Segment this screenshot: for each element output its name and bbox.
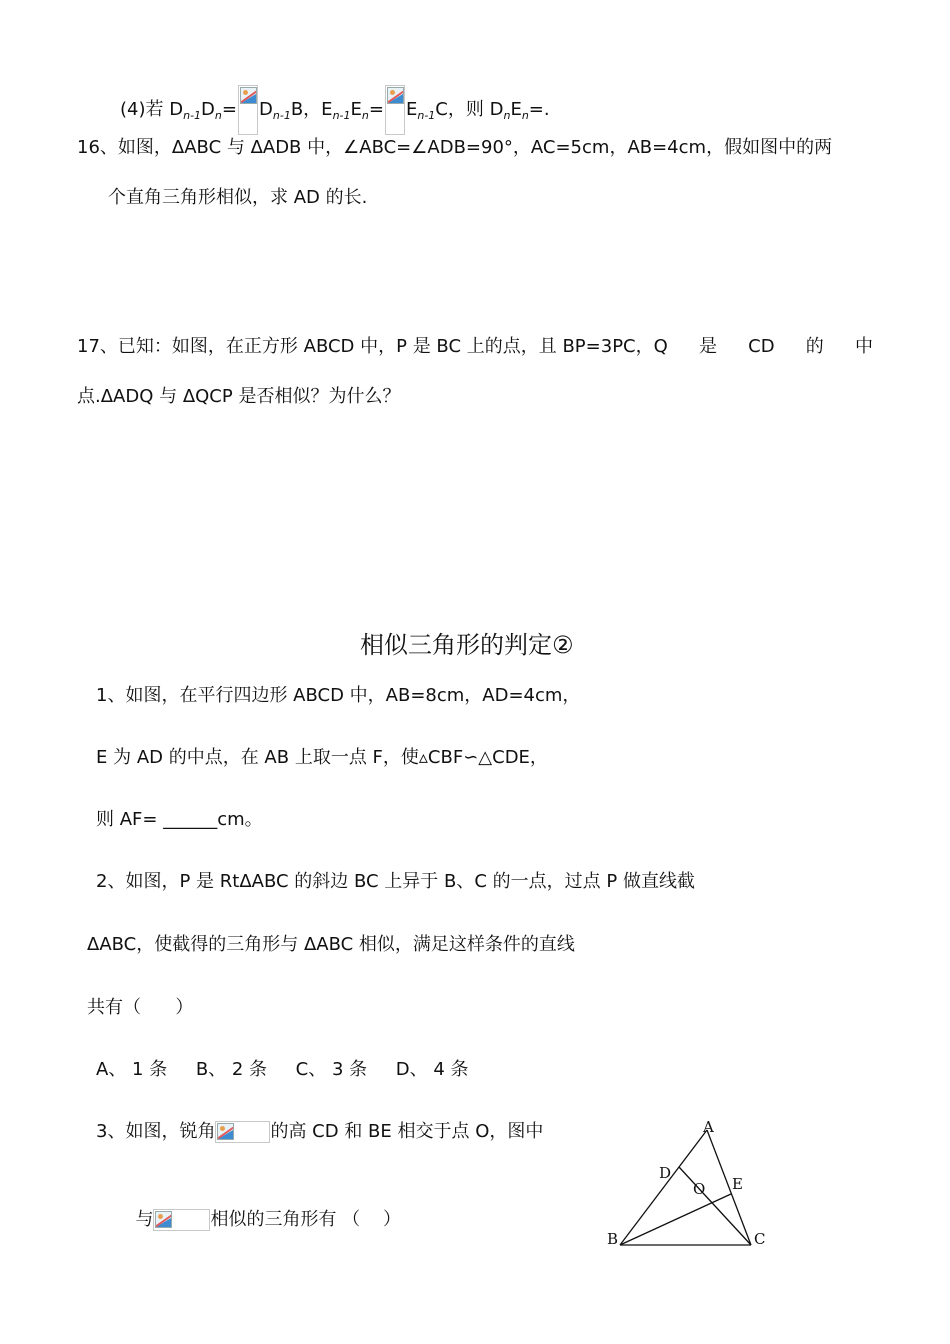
q2-line2: ΔABC，使截得的三角形与 ΔABC 相似，满足这样条件的直线: [87, 934, 575, 955]
q15-text: E: [510, 99, 522, 120]
subscript: n: [503, 109, 511, 122]
subscript: n-1: [183, 109, 202, 122]
q3-line1: [96, 1119, 543, 1145]
q15-text: D: [259, 99, 273, 120]
q2-line3: 共有（ ）: [87, 997, 194, 1018]
section-title: 相似三角形的判定②: [360, 631, 574, 659]
q15-text: =: [221, 99, 237, 120]
q1-line1: 1、如图，在平行四边形 ABCD 中，AB=8cm，AD=4cm，: [96, 685, 581, 706]
q3-text: 与: [135, 1209, 154, 1230]
q15-text: E: [405, 99, 418, 120]
label-o: O: [693, 1180, 706, 1198]
q17-text: 是: [698, 336, 717, 357]
q3-text: 3、如图，锐角: [96, 1121, 216, 1142]
broken-image-icon: [385, 85, 405, 135]
q16-line2: 个直角三角形相似，求 AD 的长.: [108, 187, 368, 208]
triangle-figure: [595, 1115, 785, 1275]
q3-line2: [124, 1181, 401, 1233]
q1-line3: 则 AF= ______cm。: [96, 809, 263, 830]
q2-options: A、 1 条 B、 2 条 C、 3 条 D、 4 条: [96, 1059, 469, 1080]
q3-text: 的高 CD 和 BE 相交于点 O，图中: [270, 1121, 544, 1142]
q15-text: C，则 D: [435, 99, 504, 120]
q15-text: (4)若 D: [120, 99, 184, 120]
q17-line2: 点.ΔADQ 与 ΔQCP 是否相似？为什么？: [77, 386, 401, 407]
q17-text: 17、已知：如图，在正方形 ABCD 中，P 是 BC 上的点，且 BP=3PC，Q: [77, 336, 668, 357]
label-c: C: [754, 1230, 766, 1248]
q17-text: 中: [854, 336, 873, 357]
label-e: E: [732, 1175, 743, 1193]
q3-text: 相似的三角形有 （ ）: [210, 1209, 402, 1230]
q15-text: E: [350, 99, 362, 120]
q17-line1: [77, 334, 873, 360]
q15-text: =.: [528, 99, 550, 120]
subscript: n-1: [332, 109, 351, 122]
altitude-be: [620, 1194, 731, 1245]
label-d: D: [659, 1164, 672, 1182]
q2-line1: 2、如图，P 是 RtΔABC 的斜边 BC 上异于 B、C 的一点，过点 P 做直线截: [96, 871, 695, 892]
q15-part4-line: [120, 85, 550, 135]
subscript: n: [214, 109, 222, 122]
q1-line2: E 为 AD 的中点，在 AB 上取一点 F，使▵CBF∽△CDE，: [96, 747, 548, 768]
subscript: n: [521, 109, 529, 122]
subscript: n: [361, 109, 369, 122]
q16-line1: 16、如图，ΔABC 与 ΔADB 中，∠ABC=∠ADB=90°，AC=5cm，AB=4cm，假如图中的两: [77, 137, 833, 158]
q17-text: CD: [748, 336, 775, 357]
broken-image-icon: [153, 1209, 210, 1231]
label-b: B: [607, 1230, 619, 1248]
subscript: n-1: [417, 109, 436, 122]
label-a: A: [703, 1118, 714, 1136]
q17-text: 的: [805, 336, 824, 357]
q15-text: D: [201, 99, 215, 120]
subscript: n-1: [272, 109, 291, 122]
broken-image-icon: [215, 1121, 270, 1143]
q15-text: B，E: [290, 99, 333, 120]
q15-text: =: [368, 99, 384, 120]
broken-image-icon: [238, 85, 258, 135]
side-ac: [707, 1130, 751, 1245]
